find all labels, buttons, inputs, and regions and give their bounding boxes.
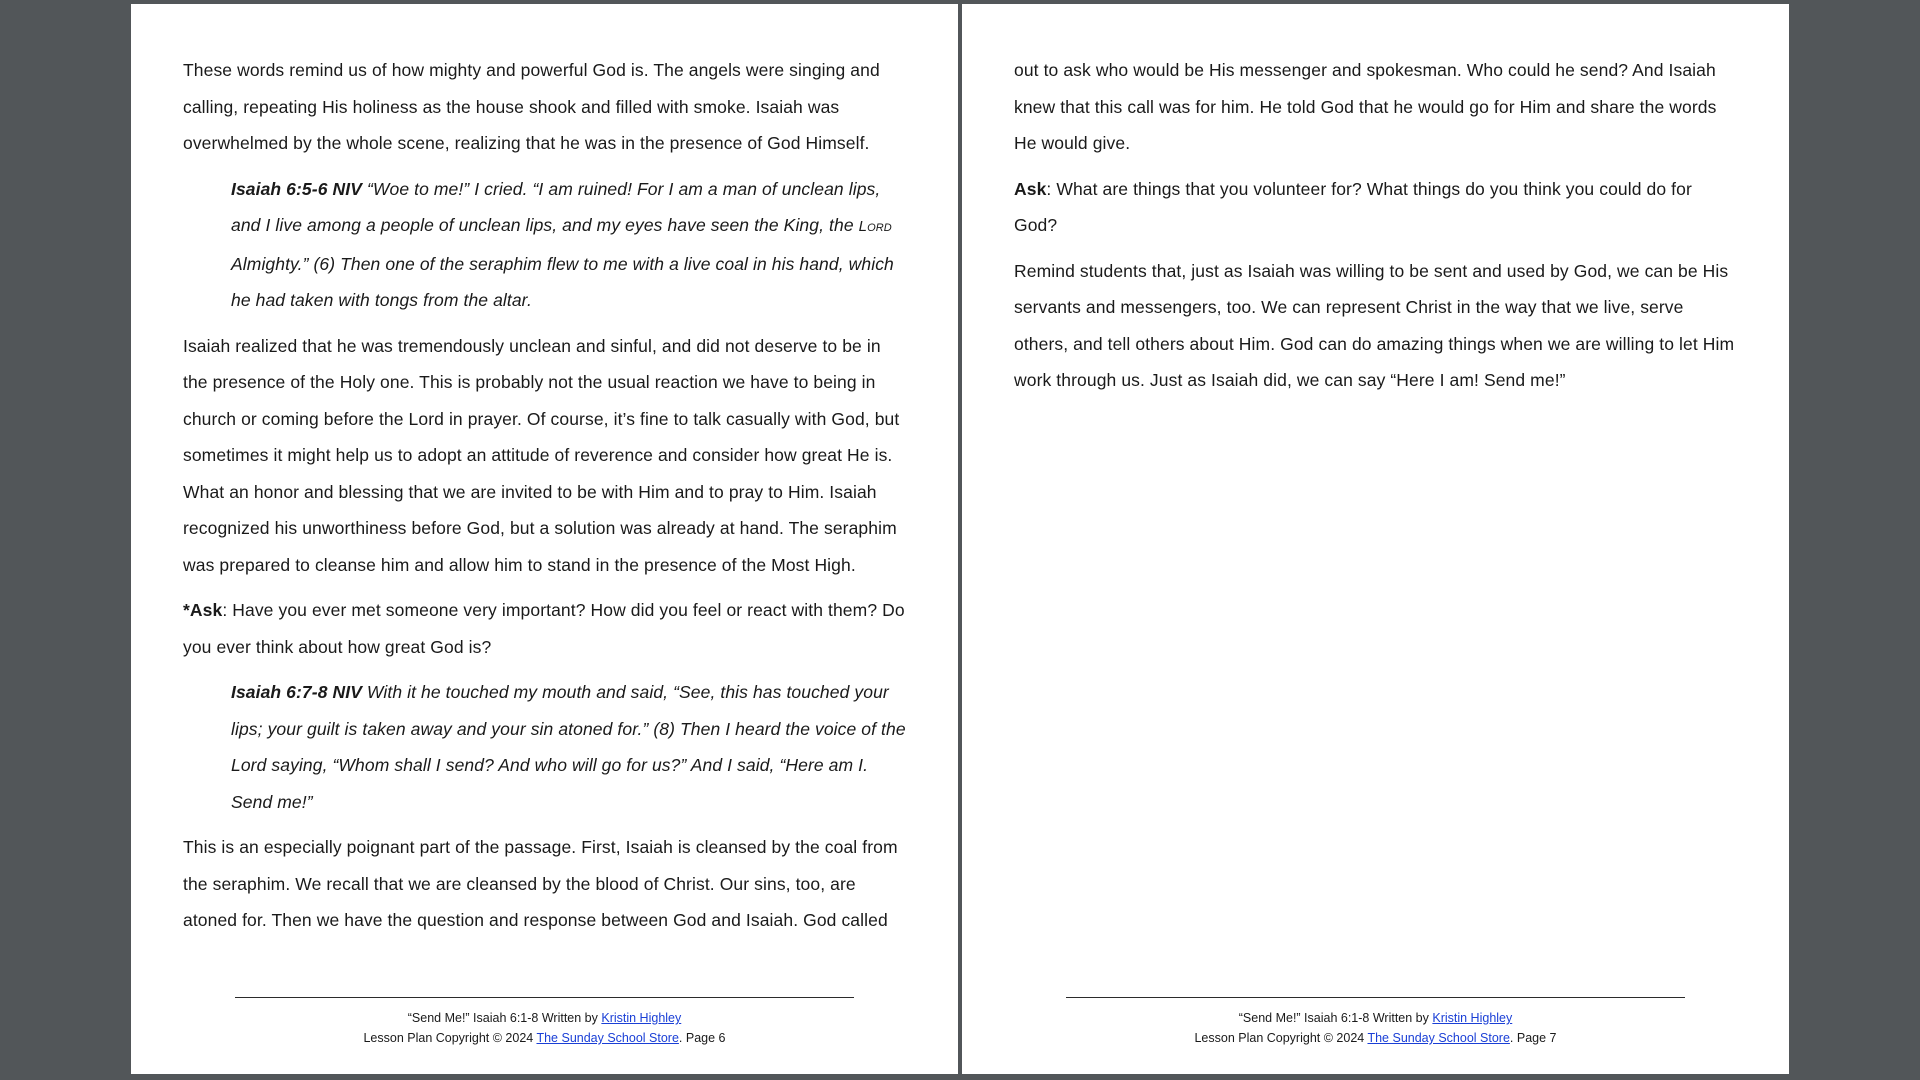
footer-line-2 [235, 1028, 854, 1048]
footer-page-number: . Page 7 [1509, 1031, 1557, 1045]
document-page-6 [131, 4, 958, 1074]
paragraph: These words remind us of how mighty and powerful God is. The angels were singing and calling, repeating His holiness as the house shook and filled with smoke. Isaiah was overwhelmed by the whole scene, realizing that he was in the presence of God Himself. [183, 60, 880, 153]
footer-line-1 [235, 1008, 854, 1028]
paragraph: out to ask who would be His messenger and spokesman. Who could he send? And Isaiah knew that this call was for him. He told God that he would go for Him and share the words He would give. [1014, 60, 1717, 153]
footer-text: Lesson Plan Copyright © 2024 [1194, 1031, 1368, 1045]
scripture-smallcaps-lord: Lord [858, 218, 892, 235]
author-link[interactable]: Kristin Highley [1432, 1011, 1513, 1025]
scripture-quote [183, 674, 906, 820]
page-footer [1066, 997, 1685, 1048]
footer-text: Lesson Plan Copyright © 2024 [363, 1031, 537, 1045]
paragraph: Isaiah realized that he was tremendously unclean and sinful, and did not deserve to be in the presence of the Holy one. This is probably not the usual reaction we have to being in church or coming before the Lord in prayer. Of course, it’s fine to talk casually with God, but sometimes it might help us to adopt an attitude of reverence and consider how great He is. What an honor and blessing that we are invited to be with Him and to pray to Him. Isaiah recognized his unworthiness before God, but a solution was already at hand. The seraphim was prepared to cleanse him and allow him to stand in the presence of the Most High. [183, 335, 900, 575]
scripture-text-part1: “Woe to me!” I cried. “I am ruined! For I am a man of unclean lips, and I live among a people of unclean lips, and my eyes have seen the King, the [231, 178, 881, 235]
paragraph: Remind students that, just as Isaiah was willing to be sent and used by God, we can be His servants and messengers, too. We can represent Christ in the way that we live, serve others, and tell others about Him. God can do amazing things when we are willing to let Him work through us. Just as Isaiah did, we can say “Here I am! Send me!” [1014, 260, 1735, 390]
document-page-7 [962, 4, 1789, 1074]
scripture-reference: Isaiah 6:5-6 NIV [231, 178, 362, 199]
ask-label: *Ask [183, 600, 223, 620]
scripture-text-part2: Almighty.” (6) Then one of the seraphim flew to me with a live coal in his hand, which he had taken with tongs from the altar. [231, 253, 894, 310]
scripture-text-part1: With it he touched my mouth and said, “See, this has touched your lips; your guilt is taken away and your sin atoned for.” (8) Then I heard the voice of the Lord saying, “Whom shall I send? And who will go for us?” And I said, “Here am I. Send me!” [231, 682, 906, 812]
store-link[interactable]: The Sunday School Store [536, 1031, 679, 1045]
ask-text: : What are things that you volunteer for? What things do you think you could do for God? [1014, 178, 1692, 235]
footer-line-2 [1066, 1028, 1685, 1048]
ask-label: Ask [1014, 178, 1047, 199]
page-footer [235, 997, 854, 1048]
footer-text: “Send Me!” Isaiah 6:1-8 Written by [1238, 1011, 1433, 1025]
paragraph: This is an especially poignant part of the passage. First, Isaiah is cleansed by the coal from the seraphim. We recall that we are cleansed by the blood of Christ. Our sins, too, are atoned for. Then we have the question and response between God and Isaiah. God called [183, 837, 898, 930]
store-link[interactable]: The Sunday School Store [1367, 1031, 1510, 1045]
ask-paragraph [183, 592, 906, 665]
ask-paragraph [1014, 171, 1737, 244]
ask-text: : Have you ever met someone very important? How did you feel or react with them? Do you ever think about how great God is? [183, 600, 905, 657]
footer-page-number: . Page 6 [678, 1031, 726, 1045]
footer-text: “Send Me!” Isaiah 6:1-8 Written by [407, 1011, 602, 1025]
footer-line-1 [1066, 1008, 1685, 1028]
scripture-reference: Isaiah 6:7-8 NIV [231, 682, 362, 702]
author-link[interactable]: Kristin Highley [601, 1011, 682, 1025]
scripture-quote [183, 171, 906, 319]
